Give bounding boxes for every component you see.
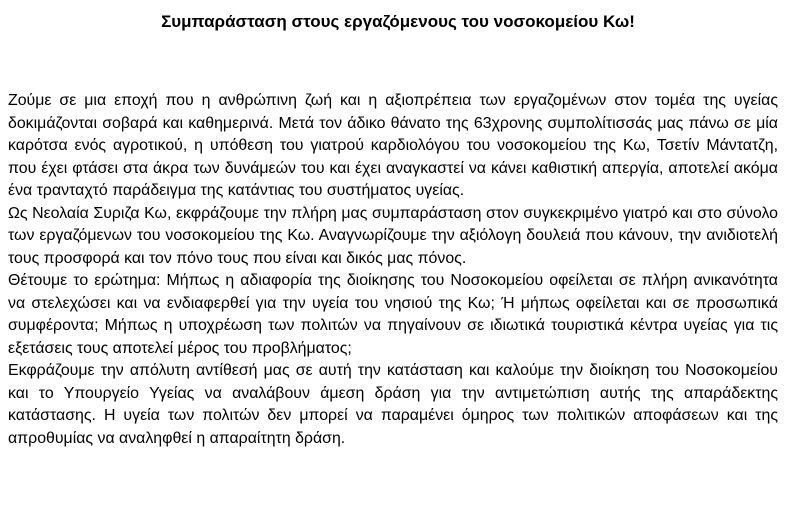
paragraph-3: Θέτουμε το ερώτημα: Μήπως η αδιαφορία της διοίκησης του Νοσοκομείου οφείλεται σε πλήρη ανικανότητα να στελεχώσει και να ενδιαφερθεί για την υγεία του νησιού της Κω; Ή μήπως οφείλεται και σε προσωπικά συμφέροντα; Μήπως η υποχρέωση των πολιτών να πηγαίνουν σε ιδιωτικά τουριστικά κέντρα υγείας για τις εξετάσεις τους αποτελεί μέρος του προβλήματος; — [8, 272, 778, 357]
document-body — [8, 90, 778, 450]
paragraph-1: Ζούμε σε μια εποχή που η ανθρώπινη ζωή και η αξιοπρέπεια των εργαζομένων στον τομέα της υγείας δοκιμάζονται σοβαρά και καθημερινά. Μετά τον άδικο θάνατο της 63χρονης συμπολίτισσάς μας πάνω σε μία καρότσα ενός αγροτικού, η υπόθεση του γιατρού καρδιολόγου του νοσοκομείου της Κω, Τσετίν Μάντατζη, που έχει φτάσει στα άκρα των δυνάμεών του και έχει αναγκαστεί να κάνει καθιστική απεργία, αποτελεί ακόμα ένα τρανταχτό παράδειγμα της κατάντιας του συστήματος υγείας. — [8, 92, 778, 199]
paragraph-2: Ως Νεολαία Συριζα Κω, εκφράζουμε την πλήρη μας συμπαράσταση στον συγκεκριμένο γιατρό και στο σύνολο των εργαζόμενων του νοσοκομείου της Κω. Αναγνωρίζουμε την αξιόλογη δουλειά που κάνουν, την ανιδιοτελή τους προσφορά και τον πόνο τους που είναι και δικός μας πόνος. — [8, 204, 778, 267]
document-title: Συμπαράσταση στους εργαζόμενους του νοσοκομείου Κω! — [161, 12, 635, 31]
paragraph-4: Εκφράζουμε την απόλυτη αντίθεσή μας σε αυτή την κατάσταση και καλούμε την διοίκηση του Νοσοκομείου και το Υπουργείο Υγείας να αναλάβουν άμεση δράση για την αντιμετώπιση αυτής της απαράδεκτης κατάστασης. Η υγεία των πολιτών δεν μπορεί να παραμένει όμηρος των πολιτικών αποφάσεων και της απροθυμίας να αναληφθεί η απαραίτητη δράση. — [8, 362, 778, 447]
